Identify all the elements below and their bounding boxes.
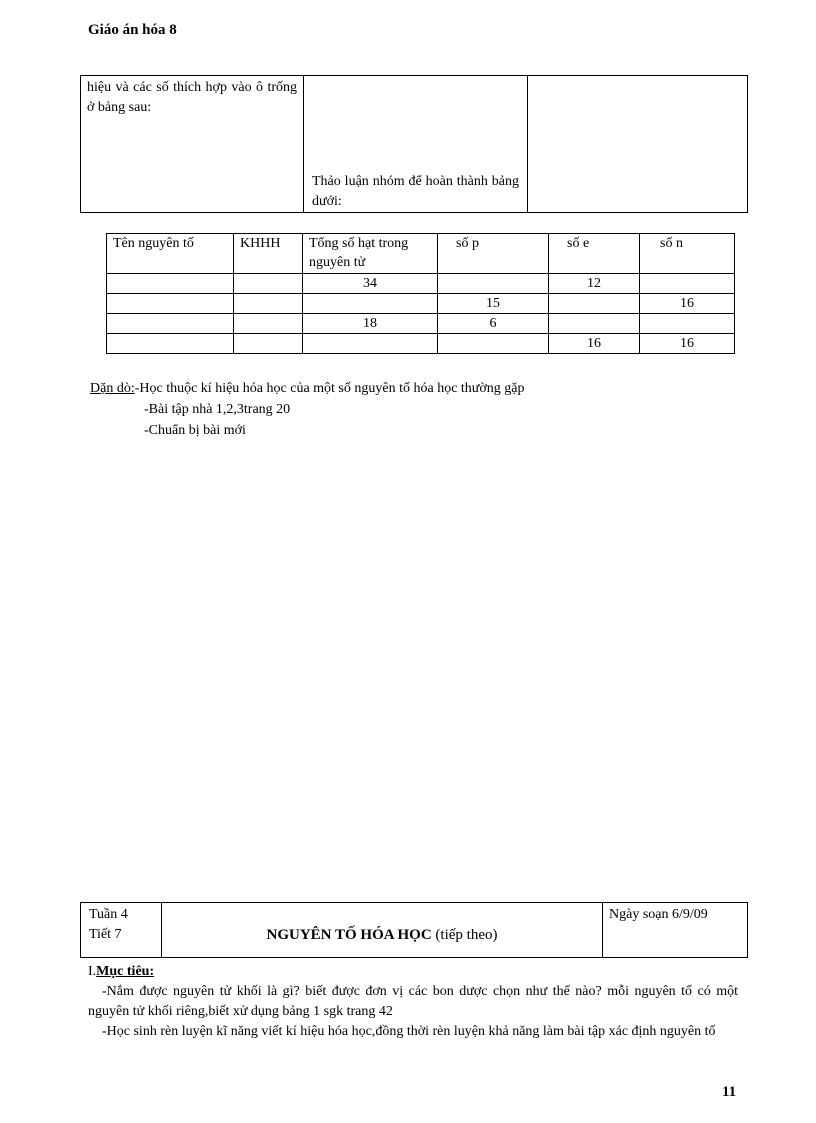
homework-line-2: -Bài tập nhà 1,2,3trang 20 [144, 402, 291, 417]
homework-label: Dặn dò: [90, 381, 135, 396]
lesson-week: Tuần 4 [89, 907, 128, 922]
header-cell: Tổng số hạt trong nguyên tử [303, 234, 438, 274]
header-cell: số e [549, 234, 640, 274]
table-cell [640, 314, 735, 334]
objectives-number: I. [88, 964, 97, 979]
homework-section [90, 378, 525, 441]
objectives-paragraph-2: -Học sinh rèn luyện kĩ năng viết kí hiệu hóa học,đồng thời rèn luyện khả năng làm bài tập xác định nguyên tố [102, 1024, 716, 1039]
table-cell [234, 294, 303, 314]
lesson-week-period [81, 903, 161, 957]
table-cell [234, 334, 303, 354]
header-cell: số n [640, 234, 735, 274]
lesson-title [162, 925, 602, 945]
objectives-heading [88, 962, 738, 982]
lesson-title-main: NGUYÊN TỐ HÓA HỌC [266, 927, 432, 943]
table-row [107, 294, 735, 314]
table-cell [549, 294, 640, 314]
homework-line-3: -Chuẩn bị bài mới [144, 423, 246, 438]
table-cell [640, 274, 735, 294]
activity-col-3 [527, 76, 749, 212]
table-cell [107, 274, 234, 294]
lesson-date: Ngày soạn 6/9/09 [609, 907, 708, 922]
element-table-header-row [107, 234, 735, 274]
table-cell: 16 [640, 294, 735, 314]
header-cell: KHHH [234, 234, 303, 274]
lesson-period: Tiết 7 [89, 927, 122, 942]
table-cell: 6 [438, 314, 549, 334]
activity-col-2-text: Thảo luận nhóm để hoàn thành bảng dưới: [312, 174, 519, 209]
objectives-label: Mục tiêu: [96, 964, 155, 979]
table-row [107, 334, 735, 354]
header-cell: số p [438, 234, 549, 274]
objectives-paragraph-1: -Nắm được nguyên tử khối là gì? biết được đơn vị các bon dược chọn như thế nào? mỗi nguyên tố có một nguyên tử khối riêng,biết xử dụng bảng 1 sgk trang 42 [88, 984, 738, 1019]
table-cell [234, 314, 303, 334]
homework-line-1 [90, 378, 525, 399]
activity-col-1 [81, 76, 303, 212]
table-row [107, 314, 735, 334]
table-cell: 16 [549, 334, 640, 354]
objectives-section [88, 962, 738, 1042]
header-cell: Tên nguyên tố [107, 234, 234, 274]
page-number: 11 [722, 1084, 737, 1100]
table-cell: 15 [438, 294, 549, 314]
table-row [107, 274, 735, 294]
table-cell [303, 294, 438, 314]
element-table [106, 233, 735, 354]
lesson-title-cell [161, 903, 603, 957]
table-cell: 16 [640, 334, 735, 354]
lesson-title-sub: (tiếp theo) [435, 927, 498, 943]
activity-table [80, 75, 748, 213]
activity-col-2 [303, 76, 527, 212]
table-cell [438, 334, 549, 354]
activity-col-1-text: hiệu và các số thích hợp vào ô trống ở bảng sau: [87, 80, 297, 115]
table-cell [107, 314, 234, 334]
lesson-header-box [80, 902, 748, 958]
table-cell [549, 314, 640, 334]
table-cell: 34 [303, 274, 438, 294]
homework-text-1: -Học thuộc kí hiệu hóa học của một số nguyên tố hóa học thường gặp [134, 381, 525, 396]
table-cell: 18 [303, 314, 438, 334]
table-cell [107, 334, 234, 354]
lesson-date-cell [603, 903, 749, 957]
table-cell [107, 294, 234, 314]
table-cell: 12 [549, 274, 640, 294]
table-cell [234, 274, 303, 294]
table-cell [438, 274, 549, 294]
page-header-title: Giáo án hóa 8 [88, 22, 177, 38]
table-cell [303, 334, 438, 354]
